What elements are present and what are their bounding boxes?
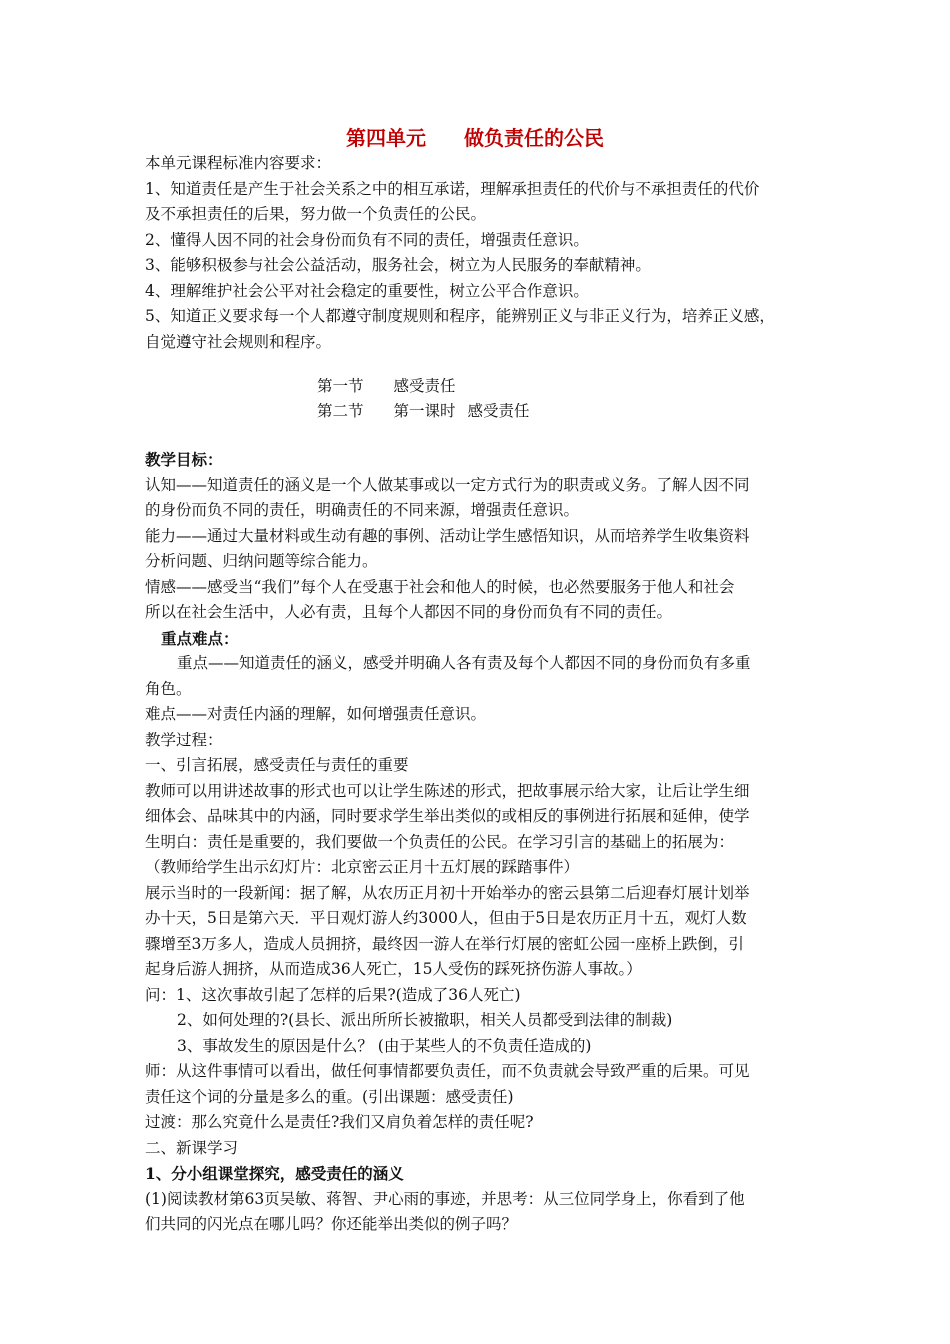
standards-line: 2、懂得人因不同的社会身份而负有不同的责任，增强责任意识。 xyxy=(145,230,589,249)
standards-heading: 本单元课程标准内容要求： xyxy=(145,154,332,172)
key-line: 重点——知道责任的涵义，感受并明确人各有责及每个人都因不同的身份而负有多重 xyxy=(177,654,751,672)
part1-line: 教师可以用讲述故事的形式也可以让学生陈述的形式，把故事展示给大家，让后让学生细 xyxy=(145,781,750,800)
part1-line: 办十天，5日是第六天．平日观灯游人约3000人，但由于5日是农历正月十五，观灯人数 xyxy=(145,909,747,927)
standards-line: 4、理解维护社会公平对社会稳定的重要性，树立公平合作意识。 xyxy=(145,281,589,300)
goals-line: 能力——通过大量材料或生动有趣的事例、活动让学生感悟知识，从而培养学生收集资料 xyxy=(145,526,750,545)
key-line: 角色。 xyxy=(145,679,192,698)
standards-line: 1、知道责任是产生于社会关系之中的相互承诺，理解承担责任的代价与不承担责任的代价 xyxy=(145,179,760,198)
goals-heading: 教学目标： xyxy=(145,450,223,469)
title-topic: 做负责任的公民 xyxy=(464,126,604,150)
key-line: 难点——对责任内涵的理解，如何增强责任意识。 xyxy=(145,705,487,723)
goals-line: 情感——感受当“我们”每个人在受惠于社会和他人的时候，也必然要服务于他人和社会 xyxy=(145,577,735,596)
process-heading: 教学过程： xyxy=(145,730,223,749)
standards-block xyxy=(145,151,815,355)
teacher-line: 师：从这件事情可以看出，做任何事情都要负责任，而不负责就会导致严重的后果。可见 xyxy=(145,1062,750,1080)
section-heading-1 xyxy=(317,374,456,398)
transition-line: 过渡：那么究竟什么是责任?我们又肩负着怎样的责任呢? xyxy=(145,1113,534,1131)
goals-line: 分析问题、归纳问题等综合能力。 xyxy=(145,552,378,570)
standards-line: 及不承担责任的后果，努力做一个负责任的公民。 xyxy=(145,205,487,223)
page-title xyxy=(0,122,950,151)
part2-subheading: 1、分小组课堂探究，感受责任的涵义 xyxy=(145,1164,404,1183)
section-number: 第一节 xyxy=(317,377,364,395)
section-title: 感受责任 xyxy=(393,377,456,395)
goals-line: 的身份而负不同的责任，明确责任的不同来源，增强责任意识。 xyxy=(145,501,580,519)
part1-line: 生明白：责任是重要的，我们要做一个负责任的公民。在学习引言的基础上的拓展为： xyxy=(145,832,735,851)
section-title: 感受责任 xyxy=(467,402,530,420)
part1-line: 细体会、品味其中的内涵，同时要求学生举出类似的或相反的事例进行拓展和延伸，使学 xyxy=(145,807,750,825)
lesson-body xyxy=(145,447,815,1238)
teacher-line: 责任这个词的分量是多么的重。(引出课题：感受责任) xyxy=(145,1087,514,1106)
part1-line: 起身后游人拥挤，从而造成36人死亡，15人受伤的踩死挤伤游人事故。） xyxy=(145,960,642,978)
question-line: 2、如何处理的?(县长、派出所所长被撤职，相关人员都受到法律的制裁) xyxy=(177,1011,673,1029)
goals-line: 所以在社会生活中，人必有责，且每个人都因不同的身份而负有不同的责任。 xyxy=(145,603,673,621)
standards-line: 自觉遵守社会规则和程序。 xyxy=(145,332,332,351)
section-number: 第二节 xyxy=(317,402,364,420)
standards-line: 5、知道正义要求每一个人都遵守制度规则和程序，能辨别正义与非正义行为，培养正义感， xyxy=(145,307,775,325)
question-line: 3、事故发生的原因是什么？ (由于某些人的不负责任造成的) xyxy=(177,1036,592,1055)
reading-line: (1)阅读教材第63页吴敏、蒋智、尹心雨的事迹，并思考：从三位同学身上，你看到了他 xyxy=(145,1189,745,1208)
standards-line: 3、能够积极参与社会公益活动，服务社会，树立为人民服务的奉献精神。 xyxy=(145,256,651,274)
part2-heading: 二、新课学习 xyxy=(145,1138,239,1157)
reading-line: 们共同的闪光点在哪儿吗？你还能举出类似的例子吗？ xyxy=(145,1215,518,1233)
question-line: 问：1、这次事故引起了怎样的后果?(造成了36人死亡) xyxy=(145,985,521,1004)
section-heading-2 xyxy=(317,399,530,423)
part1-heading: 一、引言拓展，感受责任与责任的重要 xyxy=(145,756,409,774)
part1-line: 展示当时的一段新闻：据了解，从农历正月初十开始举办的密云县第二后迎春灯展计划举 xyxy=(145,883,750,902)
key-heading: 重点难点： xyxy=(161,628,239,648)
title-unit: 第四单元 xyxy=(346,126,426,150)
lesson-number: 第一课时 xyxy=(393,402,456,420)
part1-line: （教师给学生出示幻灯片：北京密云正月十五灯展的踩踏事件） xyxy=(145,858,580,876)
part1-line: 骤增至3万多人，造成人员拥挤，最终因一游人在举行灯展的密虹公园一座桥上跌倒，引 xyxy=(145,934,744,953)
goals-line: 认知——知道责任的涵义是一个人做某事或以一定方式行为的职责或义务。了解人因不同 xyxy=(145,475,750,494)
